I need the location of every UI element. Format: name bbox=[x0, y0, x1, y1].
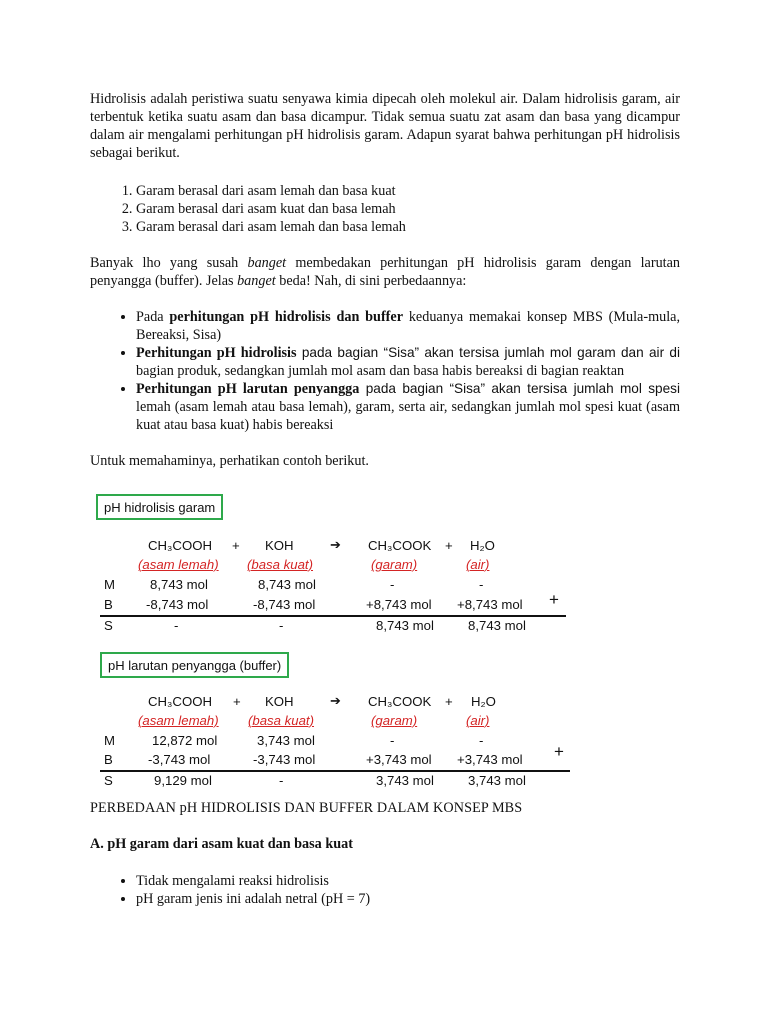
text-span: lemah (asam lemah atau basa lemah), garam, serta air, sedangkan jumlah mol spesi kuat (asam kuat atau basa kuat) habis bereaksi bbox=[136, 399, 680, 433]
table-cell: - bbox=[174, 618, 179, 633]
equation-term: H₂O bbox=[471, 694, 496, 709]
text-span: keduanya memakai konsep MBS (Mula-mula, Bereaksi, Sisa) bbox=[136, 309, 680, 343]
section-title: PERBEDAAN pH HIDROLISIS DAN BUFFER DALAM KONSEP MBS bbox=[90, 800, 523, 816]
bold-text: perhitungan pH hidrolisis dan buffer bbox=[169, 309, 403, 325]
table-cell: +3,743 mol bbox=[366, 752, 432, 767]
table-cell: 3,743 mol bbox=[468, 773, 526, 788]
hydrolysis-label-box: pH hidrolisis garam bbox=[96, 494, 223, 520]
role-label: (air) bbox=[466, 713, 490, 728]
buffer-label-box: pH larutan penyangga (buffer) bbox=[100, 652, 289, 678]
list-item: • Tidak mengalami reaksi hidrolisis bbox=[136, 872, 370, 890]
role-label: (garam) bbox=[371, 713, 418, 728]
row-label: S bbox=[104, 618, 113, 633]
equation-term: CH₃COOK bbox=[368, 538, 432, 553]
text-span: Pada bbox=[136, 309, 170, 325]
addition-sign: + bbox=[549, 590, 559, 609]
list-item bbox=[136, 344, 680, 380]
table-cell: - bbox=[479, 577, 484, 592]
section-a-heading: A. pH garam dari asam kuat dan basa kuat bbox=[90, 836, 353, 852]
equation-term: CH₃COOH bbox=[148, 694, 212, 709]
role-label: (asam lemah) bbox=[138, 557, 219, 572]
difference-intro-paragraph bbox=[90, 254, 680, 290]
equation-term: CH₃COOH bbox=[148, 538, 212, 553]
table-cell: 8,743 mol bbox=[376, 618, 434, 633]
divider bbox=[100, 615, 566, 617]
row-label: B bbox=[104, 597, 113, 612]
intro-paragraph: Hidrolisis adalah peristiwa suatu senyawa kimia dipecah oleh molekul air. Dalam hidrolisis garam, air terbentuk ketika suatu asam dan basa dicampur. Tidak semua suatu zat asam dan basa yang dicampur dalam air mengalami perhitungan pH hidrolisis garam. Adapun syarat bahwa perhitungan pH hidrolisis sebagai berikut. bbox=[90, 91, 680, 161]
equation-term: + bbox=[232, 538, 240, 553]
list-item: 2. Garam berasal dari asam kuat dan basa lemah bbox=[136, 200, 406, 218]
table-cell: 3,743 mol bbox=[376, 773, 434, 788]
example-intro-paragraph: Untuk memahaminya, perhatikan contoh berikut. bbox=[90, 453, 369, 469]
hydrolysis-mbs-table bbox=[90, 494, 680, 634]
table-cell: 3,743 mol bbox=[257, 733, 315, 748]
table-cell: - bbox=[279, 618, 284, 633]
reaction-arrow-icon: ➔ bbox=[330, 693, 342, 708]
divider bbox=[100, 770, 570, 772]
table-cell: - bbox=[279, 773, 284, 788]
table-cell: -8,743 mol bbox=[146, 597, 209, 612]
list-item: 3. Garam berasal dari asam lemah dan basa lemah bbox=[136, 218, 406, 236]
table-cell: 8,743 mol bbox=[258, 577, 316, 592]
list-item: 1. Garam berasal dari asam lemah dan basa kuat bbox=[136, 182, 406, 200]
text-span: pada bagian “Sisa” akan tersisa jumlah mol spesi bbox=[359, 381, 680, 396]
emphasis-text: banget bbox=[237, 273, 276, 289]
list-item: • pH garam jenis ini adalah netral (pH = 7) bbox=[136, 890, 370, 908]
table-cell: 12,872 mol bbox=[152, 733, 218, 748]
difference-bullets bbox=[90, 308, 680, 434]
equation-term: CH₃COOK bbox=[368, 694, 432, 709]
equation-term: + bbox=[445, 694, 453, 709]
table-cell: 9,129 mol bbox=[154, 773, 212, 788]
table-cell: -3,743 mol bbox=[253, 752, 316, 767]
list-item bbox=[136, 380, 680, 434]
row-label: S bbox=[104, 773, 113, 788]
row-label: M bbox=[104, 577, 115, 592]
table-cell: - bbox=[390, 733, 395, 748]
row-label: B bbox=[104, 752, 113, 767]
text-span: membedakan perhitungan pH hidrolisis garam dengan larutan penyangga (buffer). Jelas bbox=[90, 255, 680, 289]
role-label: (basa kuat) bbox=[248, 713, 314, 728]
bold-text: Perhitungan pH hidrolisis bbox=[136, 345, 297, 361]
table-cell: 8,743 mol bbox=[150, 577, 208, 592]
row-label: M bbox=[104, 733, 115, 748]
table-cell: +8,743 mol bbox=[457, 597, 523, 612]
reaction-arrow-icon: ➔ bbox=[330, 537, 342, 552]
text-span: beda! Nah, di sini perbedaannya: bbox=[275, 273, 467, 289]
table-cell: 8,743 mol bbox=[468, 618, 526, 633]
table-cell: -3,743 mol bbox=[148, 752, 211, 767]
emphasis-text: banget bbox=[247, 255, 287, 271]
table-cell: - bbox=[390, 577, 395, 592]
text-span: pada bagian “Sisa” akan tersisa jumlah mol garam dan air di bbox=[296, 345, 680, 360]
role-label: (basa kuat) bbox=[247, 557, 313, 572]
role-label: (air) bbox=[466, 557, 490, 572]
section-a-list bbox=[90, 872, 370, 908]
text-span: bagian produk, sedangkan jumlah mol asam dan basa habis bereaksi di bagian reaktan bbox=[136, 363, 625, 379]
table-cell: +3,743 mol bbox=[457, 752, 523, 767]
table-cell: +8,743 mol bbox=[366, 597, 432, 612]
table-cell: - bbox=[479, 733, 484, 748]
equation-term: KOH bbox=[265, 694, 294, 709]
buffer-mbs-table bbox=[90, 652, 680, 792]
addition-sign: + bbox=[554, 742, 564, 761]
text-span: Banyak lho yang susah bbox=[90, 255, 248, 271]
requirements-list bbox=[90, 182, 406, 236]
equation-term: H₂O bbox=[470, 538, 495, 553]
table-cell: -8,743 mol bbox=[253, 597, 316, 612]
role-label: (garam) bbox=[371, 557, 418, 572]
bold-text: Perhitungan pH larutan penyangga bbox=[136, 381, 360, 397]
equation-term: KOH bbox=[265, 538, 294, 553]
list-item bbox=[136, 308, 680, 344]
role-label: (asam lemah) bbox=[138, 713, 219, 728]
equation-term: + bbox=[445, 538, 453, 553]
equation-term: + bbox=[233, 694, 241, 709]
